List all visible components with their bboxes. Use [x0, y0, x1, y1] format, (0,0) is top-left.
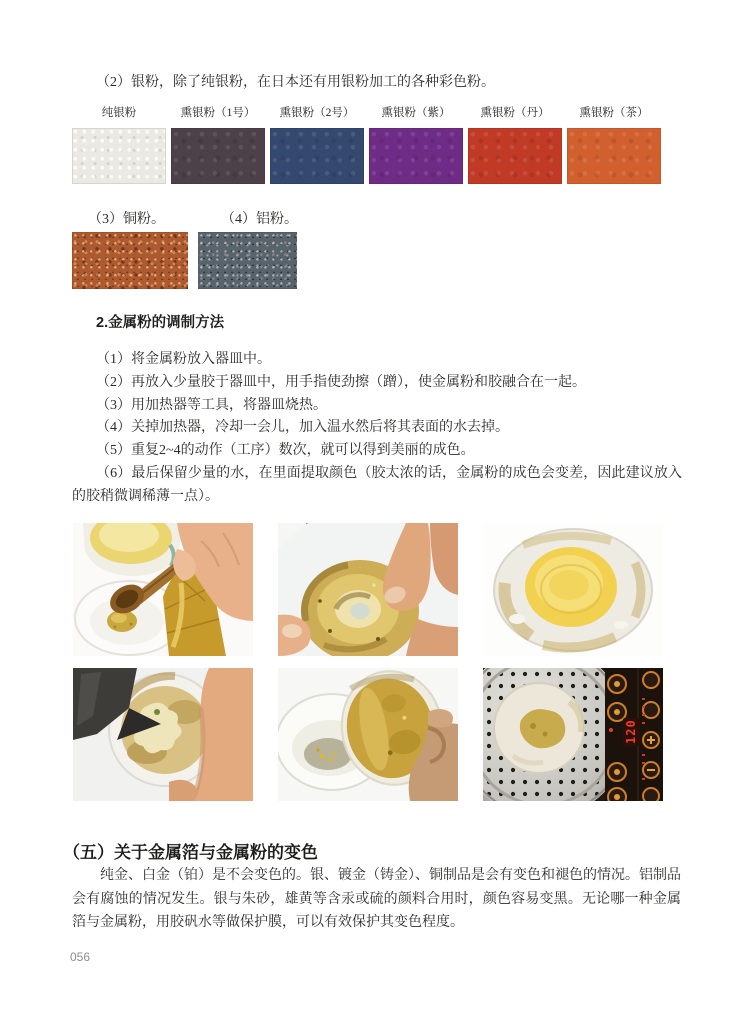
- method-step: （6）最后保留少量的水，在里面提取颜色（胶太浓的话，金属粉的成色会变差，因此建议放入的胶稍微调稀薄一点）。: [72, 465, 682, 504]
- method-step: （1）将金属粉放入器皿中。: [96, 352, 271, 367]
- heater-temperature-display: 120: [624, 719, 638, 744]
- method-step: （4）关掉加热器，冷却一会儿，加入温水然后将其表面的水去掉。: [96, 420, 509, 436]
- swatch-smoked-silver-brown: [567, 104, 661, 184]
- swatch-label: 熏银粉（1号）: [180, 107, 256, 119]
- swatch-pure-silver: [72, 104, 166, 184]
- color-swatch: [270, 128, 364, 184]
- color-swatch: [171, 128, 265, 184]
- swatch-label: 熏银粉（2号）: [279, 107, 355, 119]
- copper-powder-swatch: [72, 232, 188, 289]
- method-step: （5）重复2~4的动作（工序）数次，就可以得到美丽的成色。: [96, 443, 475, 459]
- silver-powder-swatch-row: [72, 104, 661, 184]
- color-swatch: [369, 128, 463, 184]
- swatch-smoked-silver-red: [468, 104, 562, 184]
- color-swatch: [567, 128, 661, 184]
- method-step: （2）再放入少量胶于器皿中，用手指使劲擦（蹭），使金属粉和胶融合在一起。: [96, 374, 586, 390]
- discoloration-body-text: 纯金、白金（铂）是不会变色的。银、镀金（铸金）、铜制品是会有变色和褪色的情况。铝制品会有腐蚀的情况发生。银与朱砂，雄黄等含汞或硫的颜料合用时，颜色容易变黑。无论哪一种金属箔与金属粉，用胶矾水等做保护膜，可以有效保护其变色程度。: [72, 868, 681, 931]
- photo-step3-paste-spread: [483, 523, 663, 656]
- discoloration-section-heading: （五）关于金属箔与金属粉的变色: [63, 843, 318, 862]
- page-number: 056: [70, 950, 91, 964]
- method-step: （3）用加热器等工具，将器皿烧热。: [96, 397, 327, 413]
- swatch-label: 熏银粉（丹）: [480, 107, 550, 119]
- photo-step6-heating-dish: [483, 668, 663, 801]
- photo-step1-scooping-powder: [73, 523, 253, 656]
- method-steps-list: [72, 349, 682, 509]
- control-panel: [605, 668, 663, 801]
- photo-step2-rubbing-finger: [278, 523, 458, 656]
- paste: [525, 547, 617, 627]
- swatch-label: 熏银粉（茶）: [579, 107, 649, 119]
- color-swatch: [72, 128, 166, 184]
- swatch-smoked-silver-2: [270, 104, 364, 184]
- dish-with-residue: [494, 683, 584, 773]
- intro-text: （2）银粉，除了纯银粉，在日本还有用银粉加工的各种彩色粉。: [96, 75, 495, 90]
- photo-step4-pouring-water: [73, 668, 253, 801]
- aluminum-powder-label: （4）铝粉。: [221, 212, 298, 227]
- swatch-label: 熏银粉（紫）: [381, 107, 451, 119]
- swatch-smoked-silver-1: [171, 104, 265, 184]
- photo-step5-extracting-color: [278, 668, 458, 801]
- process-photo-grid: [73, 523, 663, 801]
- color-swatch: [468, 128, 562, 184]
- swatch-smoked-silver-purple: [369, 104, 463, 184]
- copper-powder-label: （3）铜粉。: [88, 212, 165, 227]
- swatch-label: 纯银粉: [101, 107, 137, 119]
- method-section-heading: 2.金属粉的调制方法: [96, 315, 225, 331]
- aluminum-powder-swatch: [198, 232, 297, 289]
